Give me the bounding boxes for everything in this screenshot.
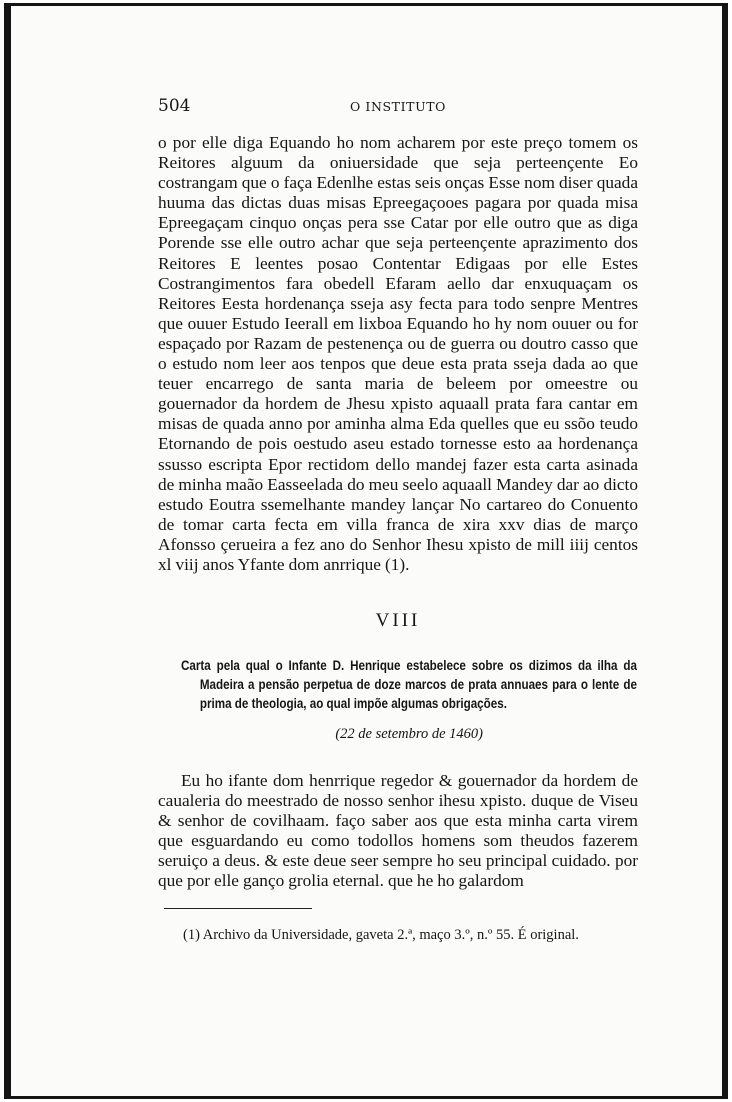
footnote-divider <box>164 908 312 909</box>
document-heading <box>181 657 637 715</box>
document-date: (22 de setembro de 1460) <box>335 725 483 742</box>
document-heading-text: Carta pela qual o Infante D. Henrique estabelece sobre os dizimos da ilha da Madeira a pensão perpetua de doze marcos de prata annuaes para o lente de prima de theologia, ao qual impõe algumas obrigações. <box>181 658 637 713</box>
section-number: VIII <box>375 610 421 632</box>
page-content <box>158 95 638 944</box>
footnote: (1) Archivo da Universidade, gaveta 2.ª, maço 3.º, n.º 55. É original. <box>183 927 579 944</box>
page-number: 504 <box>158 96 191 116</box>
body-paragraph: o por elle diga Equando ho nom acharem por este preço tomem os Reitores alguum da oniuersidade que seja perteençente Eo costrangam que o faça Edenlhe estas seis onças Esse nom diser quada huuma das dictas duas misas Epreegaçooes pagara por quada misa Epreegaçam cinquo onças pera sse Catar por elle outro que as diga Porende sse elle outro achar que seja perteençente aprazimento dos Reitores E leentes posao Contentar Edigaas por elle Estes Costrangimentos fara obedell Efaram aello dar enxuquaçam os Reitores Eesta hordenança sseja asy fecta para todo senpre Mentres que ouuer Estudo Ieerall em lixboa Equando ho hy nom ouuer ou for espaçado por Razam de pestenença ou de guerra ou doutro casso que o estudo nom leer aos tenpos que deue esta prata sseja dada ao que teuer encarrego de santa maria de beleem por omeestre ou gouernador da hordem de Jhesu xpisto aquaall prata fara cantar em misas de quada anno por aminha alma Eda quelles que eu ssõo teudo Etornando de pois oestudo aseu estado tornesse esto aa hordenança ssusso escripta Epor rectidom dello mandej fazer esta carta asinada de minha maão Easseelada do meu seelo aquaall Mandey dar ao dicto estudo Eoutra ssemelhante mandey lançar No cartareo do Conuento de tomar carta fecta em villa franca de xira xxv dias de março Afonsso çerueira a fez ano do Senhor Ihesu xpisto de mill iiij centos xl viij anos Yfante dom anrrique (1). <box>158 133 638 574</box>
document-text <box>158 771 638 892</box>
document-paragraph: Eu ho ifante dom henrrique regedor & gouernador da hordem de caualeria do meestrado de nosso senhor ihesu xpisto. duque de Viseu & senhor de covilhaam. faço saber aos que esta minha carta virem que esguardando eu como todollos homens som theudos fazerem seruiço a deus. & este deue seer sempre ho seu principal cuidado. por que por elle ganço grolia eternal. que he ho galardom <box>158 770 638 891</box>
running-title: O INSTITUTO <box>350 99 446 114</box>
page-frame <box>4 3 728 1099</box>
body-text <box>158 133 638 575</box>
page-header <box>158 95 638 117</box>
